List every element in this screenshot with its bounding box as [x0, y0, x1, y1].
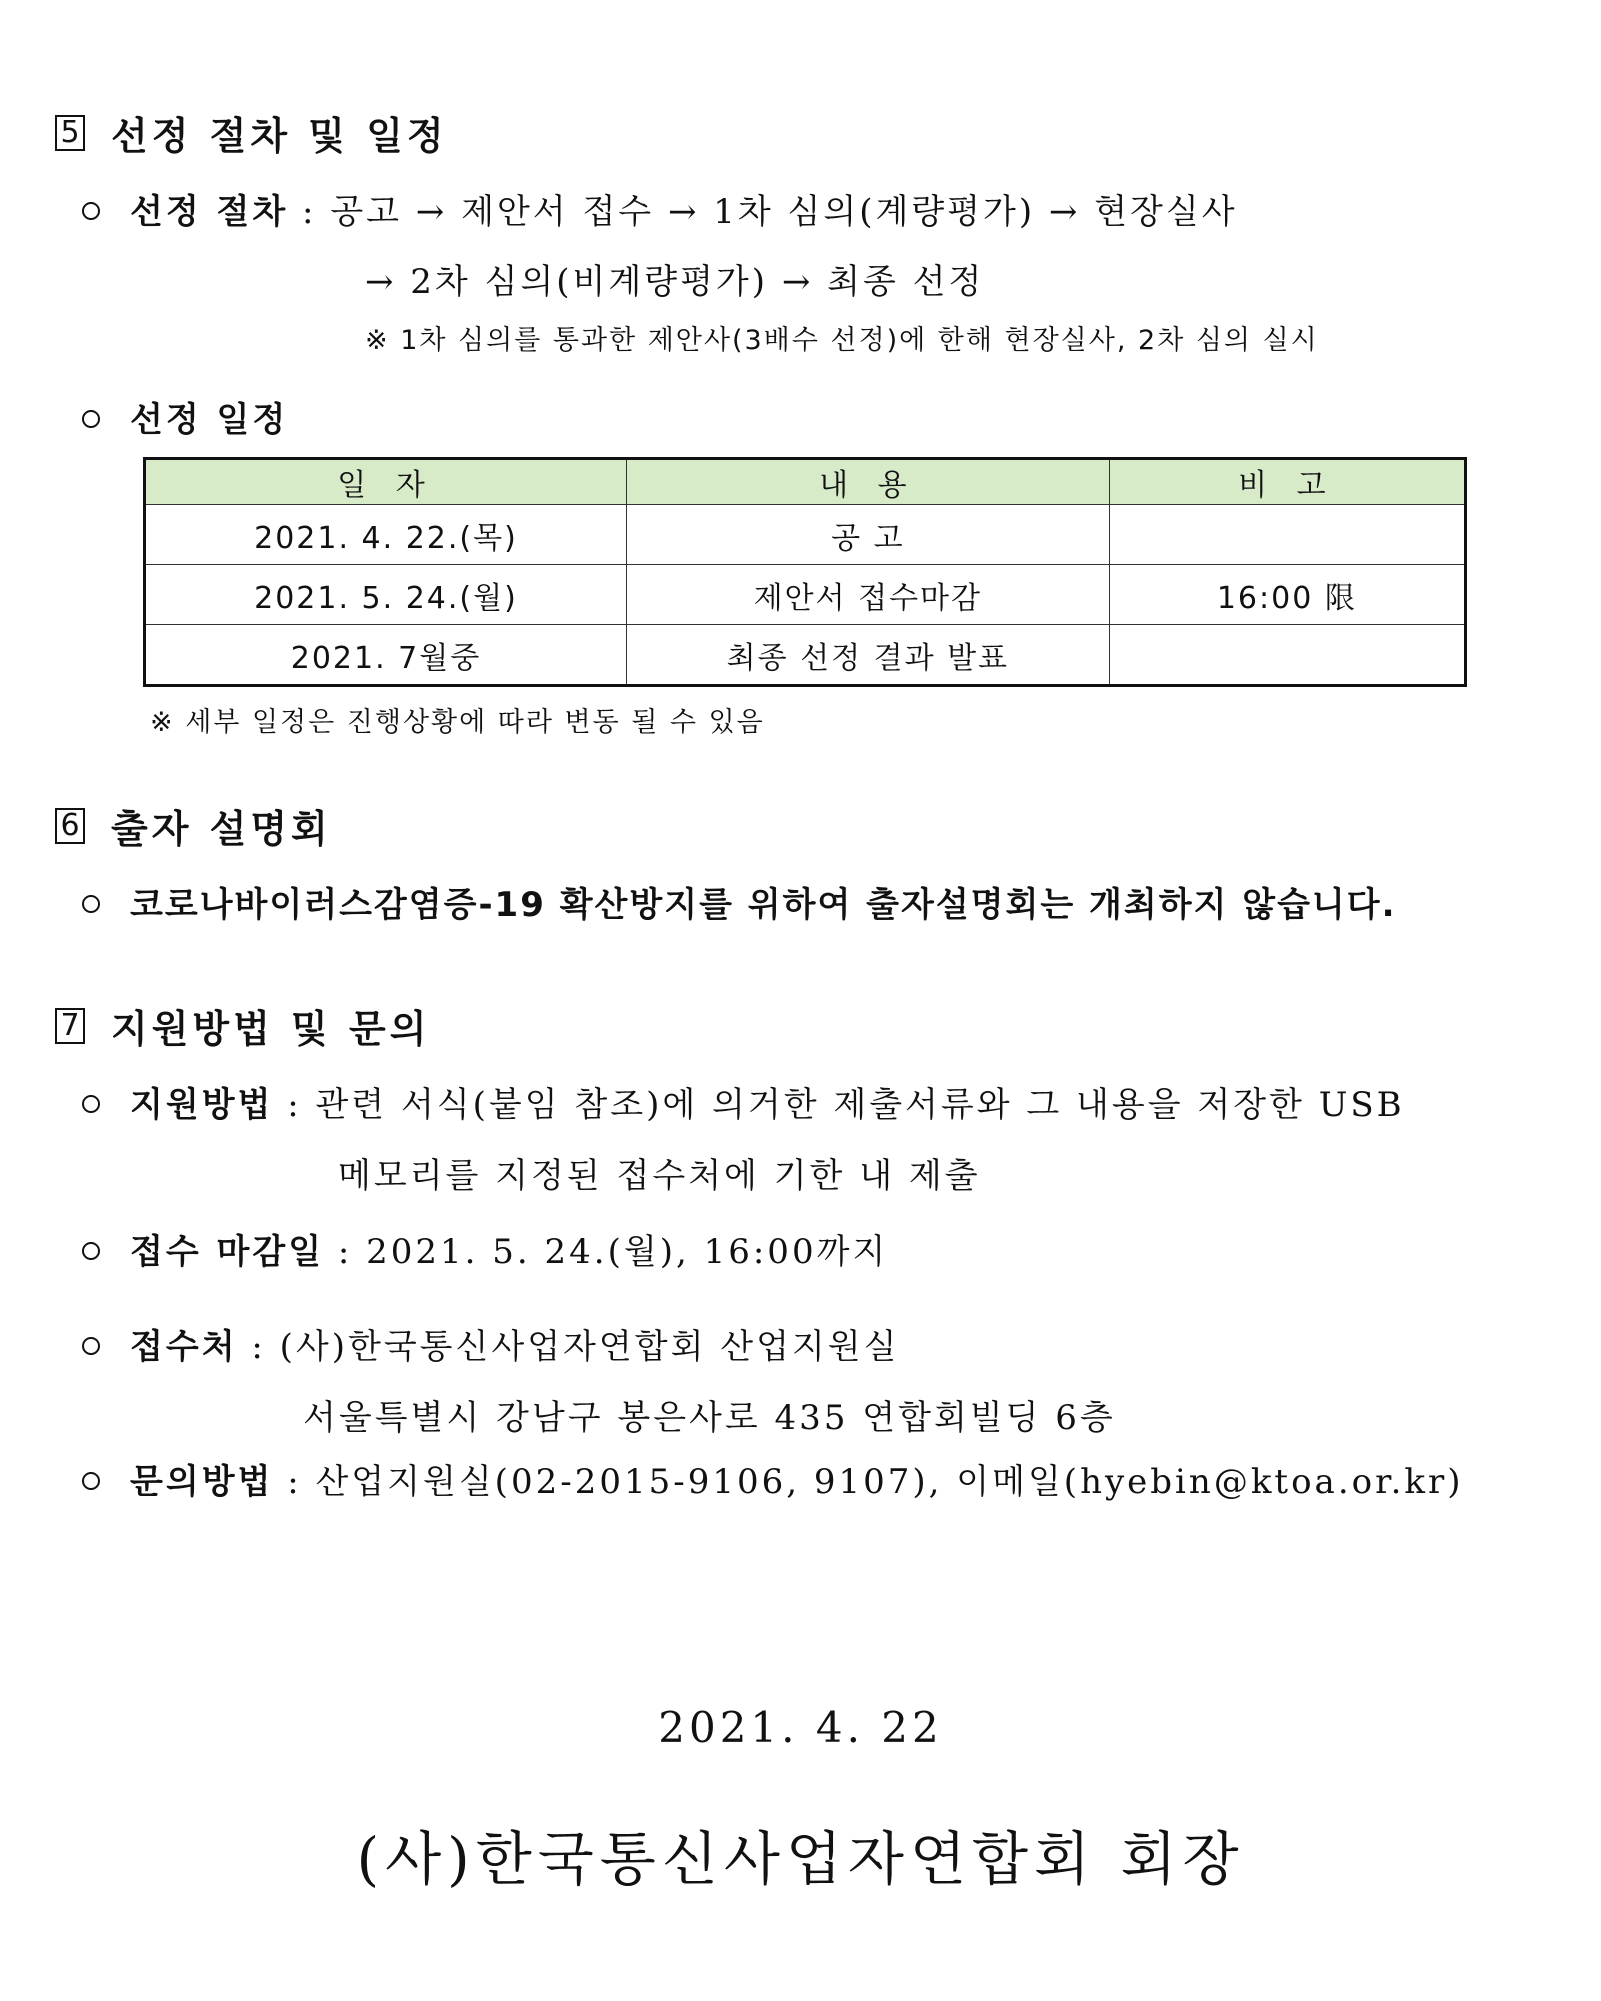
issuer-name: (사)한국통신사업자연합회 회장 [356, 1825, 1245, 1893]
section-number-7: 7 [55, 1008, 85, 1044]
cell-content: 공 고 [626, 505, 1109, 565]
procedure-text-2: → 2차 심의(비계량평가) → 최종 선정 [365, 262, 985, 302]
cell-remark [1109, 625, 1465, 686]
procedure-text-1: 공고 → 제안서 접수 → 1차 심의(계량평가) → 현장실사 [330, 192, 1238, 232]
cell-remark: 16:00 限 [1109, 565, 1465, 625]
procedure-label: 선정 절차 [130, 192, 289, 232]
header-remark: 비 고 [1109, 459, 1465, 505]
procedure-sep: : [302, 192, 317, 232]
circle-bullet-icon [82, 202, 100, 220]
place-label: 접수처 [130, 1327, 238, 1367]
procedure-note: ※ 1차 심의를 통과한 제안사(3배수 선정)에 한해 현장실사, 2차 심의 실시 [365, 325, 1319, 356]
table-row [145, 505, 1466, 565]
section-6-bullet [82, 885, 1397, 925]
section-number-6: 6 [55, 808, 85, 844]
deadline-label: 접수 마감일 [130, 1232, 325, 1272]
cell-remark [1109, 505, 1465, 565]
method-label: 지원방법 [130, 1085, 274, 1125]
place-text-2: 서울특별시 강남구 봉은사로 435 연합회빌딩 6층 [303, 1398, 1116, 1438]
method-text-1: : 관련 서식(붙임 참조)에 의거한 제출서류와 그 내용을 저장한 USB [287, 1085, 1405, 1125]
circle-bullet-icon [82, 1095, 100, 1113]
header-date: 일 자 [145, 459, 627, 505]
inquiry-line [82, 1462, 1464, 1502]
method-text-2: 메모리를 지정된 접수처에 기한 내 제출 [338, 1156, 981, 1196]
place-text-1: : (사)한국통신사업자연합회 산업지원실 [251, 1327, 900, 1367]
section-number-5: 5 [55, 115, 85, 151]
table-row [145, 625, 1466, 686]
section-5-heading [55, 105, 448, 160]
section-7-heading [55, 998, 430, 1053]
table-row [145, 565, 1466, 625]
method-line-1 [82, 1085, 1405, 1125]
procedure-line-1 [82, 192, 1238, 232]
section-5-title: 선정 절차 및 일정 [111, 114, 448, 158]
cell-date: 2021. 7월중 [145, 625, 627, 686]
circle-bullet-icon [82, 410, 100, 428]
section-7-title: 지원방법 및 문의 [111, 1007, 431, 1051]
section-6-heading [55, 798, 332, 853]
cell-content: 제안서 접수마감 [626, 565, 1109, 625]
schedule-heading [82, 400, 288, 440]
schedule-label: 선정 일정 [130, 400, 289, 440]
header-content: 내 용 [626, 459, 1109, 505]
schedule-note: ※ 세부 일정은 진행상황에 따라 변동 될 수 있음 [150, 707, 765, 738]
document-date: 2021. 4. 22 [658, 1703, 943, 1752]
circle-bullet-icon [82, 1337, 100, 1355]
section-6-title: 출자 설명회 [111, 807, 332, 851]
place-line-1 [82, 1327, 899, 1367]
circle-bullet-icon [82, 1472, 100, 1490]
inquiry-text: : 산업지원실(02-2015-9106, 9107), 이메일(hyebin@ktoa.or.kr) [287, 1462, 1464, 1502]
covid-notice: 코로나바이러스감염증-19 확산방지를 위하여 출자설명회는 개최하지 않습니다. [130, 885, 1397, 925]
inquiry-label: 문의방법 [130, 1462, 274, 1502]
table-header-row [145, 459, 1466, 505]
circle-bullet-icon [82, 1242, 100, 1260]
cell-date: 2021. 5. 24.(월) [145, 565, 627, 625]
deadline-text: : 2021. 5. 24.(월), 16:00까지 [337, 1232, 889, 1272]
cell-date: 2021. 4. 22.(목) [145, 505, 627, 565]
deadline-line [82, 1232, 888, 1272]
schedule-table [143, 457, 1467, 687]
cell-content: 최종 선정 결과 발표 [626, 625, 1109, 686]
circle-bullet-icon [82, 895, 100, 913]
